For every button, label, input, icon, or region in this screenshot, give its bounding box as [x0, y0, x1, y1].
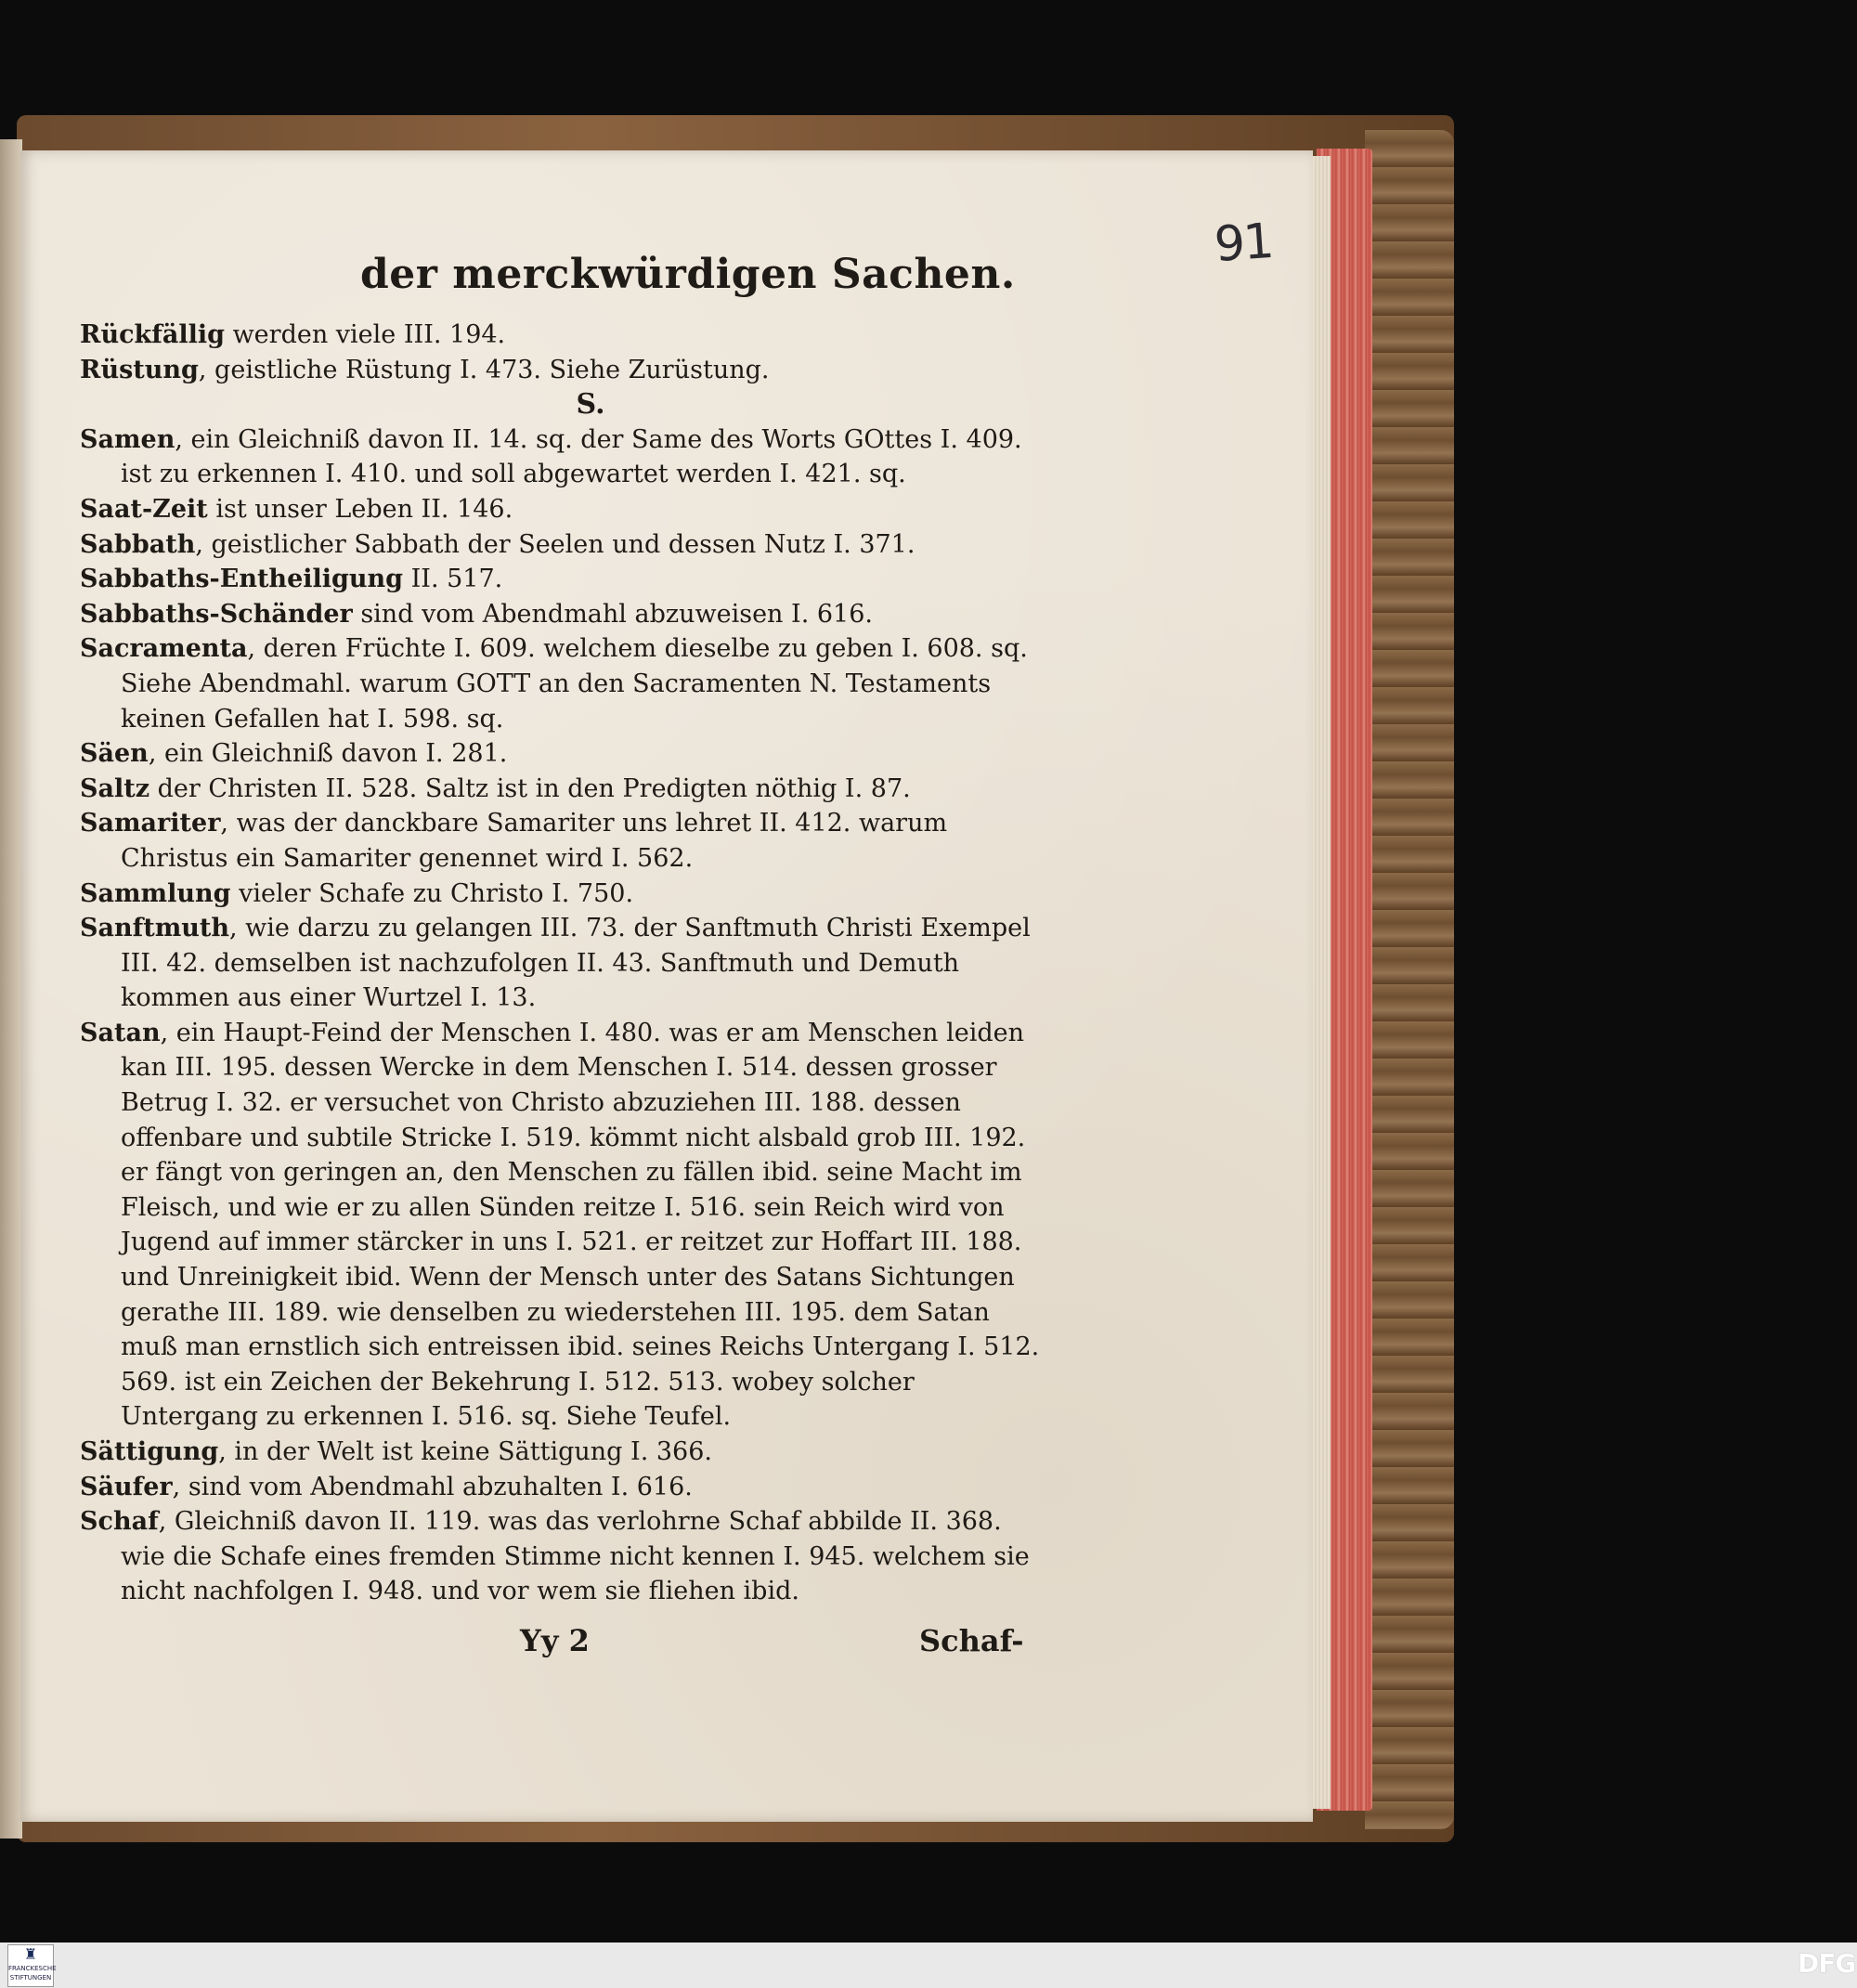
running-head: der merckwürdigen Sachen.	[360, 251, 1016, 298]
dfg-logo[interactable]: DFG	[1798, 1948, 1856, 1979]
entry-text: , sind vom Abendmahl abzuhalten I. 616.	[172, 1472, 693, 1501]
logo-emblem-icon: ♜	[23, 1945, 38, 1963]
institution-logo[interactable]	[7, 1944, 57, 1987]
entry-text: vieler Schafe zu Christo I. 750.	[230, 878, 634, 908]
entry-keyword: Säen	[80, 739, 149, 769]
entry-text: , was der danckbare Samariter uns lehret II. 412. warum Christus ein Samariter genennet wird I. 562.	[121, 809, 948, 873]
index-entry	[80, 318, 1045, 353]
entry-text: der Christen II. 528. Saltz ist in den Predigten nöthig I. 87.	[149, 773, 911, 803]
section-letter: S.	[576, 388, 605, 422]
entry-keyword: Rüstung	[80, 355, 199, 384]
entry-keyword: Sanftmuth	[80, 914, 230, 943]
entry-text: , ein Gleichniß davon I. 281.	[148, 739, 508, 769]
entry-keyword: Sabbaths-Entheiligung	[80, 565, 404, 594]
catchword: Schaf-	[919, 1623, 1024, 1658]
index-entry	[80, 772, 1045, 807]
index-entry	[80, 1504, 1045, 1609]
entry-keyword: Sammlung	[80, 878, 231, 908]
entry-keyword: Samen	[80, 424, 175, 454]
signature-mark: Yy 2	[520, 1623, 590, 1658]
facing-page-edge	[0, 139, 22, 1839]
entry-text: , geistlicher Sabbath der Seelen und dessen Nutz I. 371.	[195, 529, 916, 559]
index-entry	[80, 353, 1045, 388]
entry-keyword: Sabbath	[80, 529, 196, 559]
entry-keyword: Schaf	[80, 1507, 159, 1537]
index-entry	[80, 562, 1045, 597]
index-entry	[80, 1016, 1045, 1435]
entry-text: werden viele III. 194.	[224, 320, 506, 349]
folio-number: 91	[1212, 213, 1275, 274]
entry-keyword: Sättigung	[80, 1437, 219, 1466]
entry-text: ist unser Leben II. 146.	[207, 494, 513, 524]
entry-keyword: Satan	[80, 1018, 161, 1047]
entry-text: , deren Früchte I. 609. welchem dieselbe zu geben I. 608. sq. Siehe Abendmahl. warum GOTT an den Sacramenten N. Testaments keinen Gefallen hat I. 598. sq.	[121, 634, 1028, 734]
index-entry	[80, 1435, 1045, 1470]
entry-text: II. 517.	[403, 565, 503, 594]
index-entry	[80, 492, 1045, 527]
entry-keyword: Säufer	[80, 1472, 173, 1501]
entry-keyword: Sacramenta	[80, 634, 248, 664]
index-entry	[80, 877, 1045, 912]
index-entry	[80, 527, 1045, 563]
entry-keyword: Saltz	[80, 773, 150, 803]
index-entry	[80, 911, 1045, 1016]
index-entry	[80, 806, 1045, 876]
index-entry	[80, 631, 1045, 736]
entry-keyword: Saat-Zeit	[80, 494, 208, 524]
entry-text: , in der Welt ist keine Sättigung I. 366.	[218, 1437, 712, 1466]
cover-spine-edge	[1365, 130, 1454, 1829]
entry-text: , ein Haupt-Feind der Menschen I. 480. was er am Menschen leiden kan III. 195. dessen Wercke in dem Menschen I. 514. dessen grosser Betrug I. 32. er versuchet von Christo abzuziehen III. 188. dessen offenbare und subtile Stricke I. 519. kömmt nicht alsbald grob III. 192. er fängt von geringen an, den Menschen zu fällen ibid. seine Macht im Fleisch, und wie er zu allen Sünden reitze I. 516. sein Reich wird von Jugend auf immer stärcker in uns I. 521. er reitzet zur Hoffart III. 188. und Unreinigkeit ibid. Wenn der Mensch unter des Satans Sichtungen gerathe III. 189. wie denselben zu wiederstehen III. 195. dem Satan muß man ernstlich sich entreissen ibid. seines Reichs Untergang I. 512. 569. ist ein Zeichen der Bekehrung I. 512. 513. wobey solcher Untergang zu erkennen I. 516. sq. Siehe Teufel.	[121, 1018, 1040, 1432]
entry-keyword: Sabbaths-Schänder	[80, 599, 353, 629]
entry-text: , ein Gleichniß davon II. 14. sq. der Same des Worts GOttes I. 409. ist zu erkennen I. 410. und soll abgewartet werden I. 421. sq.	[121, 424, 1022, 489]
entry-text: , Gleichniß davon II. 119. was das verlohrne Schaf abbilde II. 368. wie die Schafe eines fremden Stimme nicht kennen I. 945. welchem sie nicht nachfolgen I. 948. und vor wem sie fliehen ibid.	[121, 1507, 1030, 1606]
index-entry	[80, 422, 1045, 492]
entry-keyword: Rückfällig	[80, 320, 225, 349]
index-entry	[80, 597, 1045, 632]
entry-text: , wie darzu zu gelangen III. 73. der Sanftmuth Christi Exempel III. 42. demselben ist nachzufolgen II. 43. Sanftmuth und Demuth kommen aus einer Wurtzel I. 13.	[121, 914, 1031, 1013]
logo-text: FRANCKESCHE STIFTUNGEN	[8, 1965, 57, 1982]
entry-text: sind vom Abendmahl abzuweisen I. 616.	[352, 599, 873, 629]
entry-text: , geistliche Rüstung I. 473. Siehe Zurüstung.	[198, 355, 770, 384]
entry-keyword: Samariter	[80, 809, 221, 838]
index-entry	[80, 1470, 1045, 1505]
viewer-bottom-bar	[0, 1943, 1857, 1988]
index-entries	[80, 318, 1045, 1609]
index-entry	[80, 736, 1045, 772]
